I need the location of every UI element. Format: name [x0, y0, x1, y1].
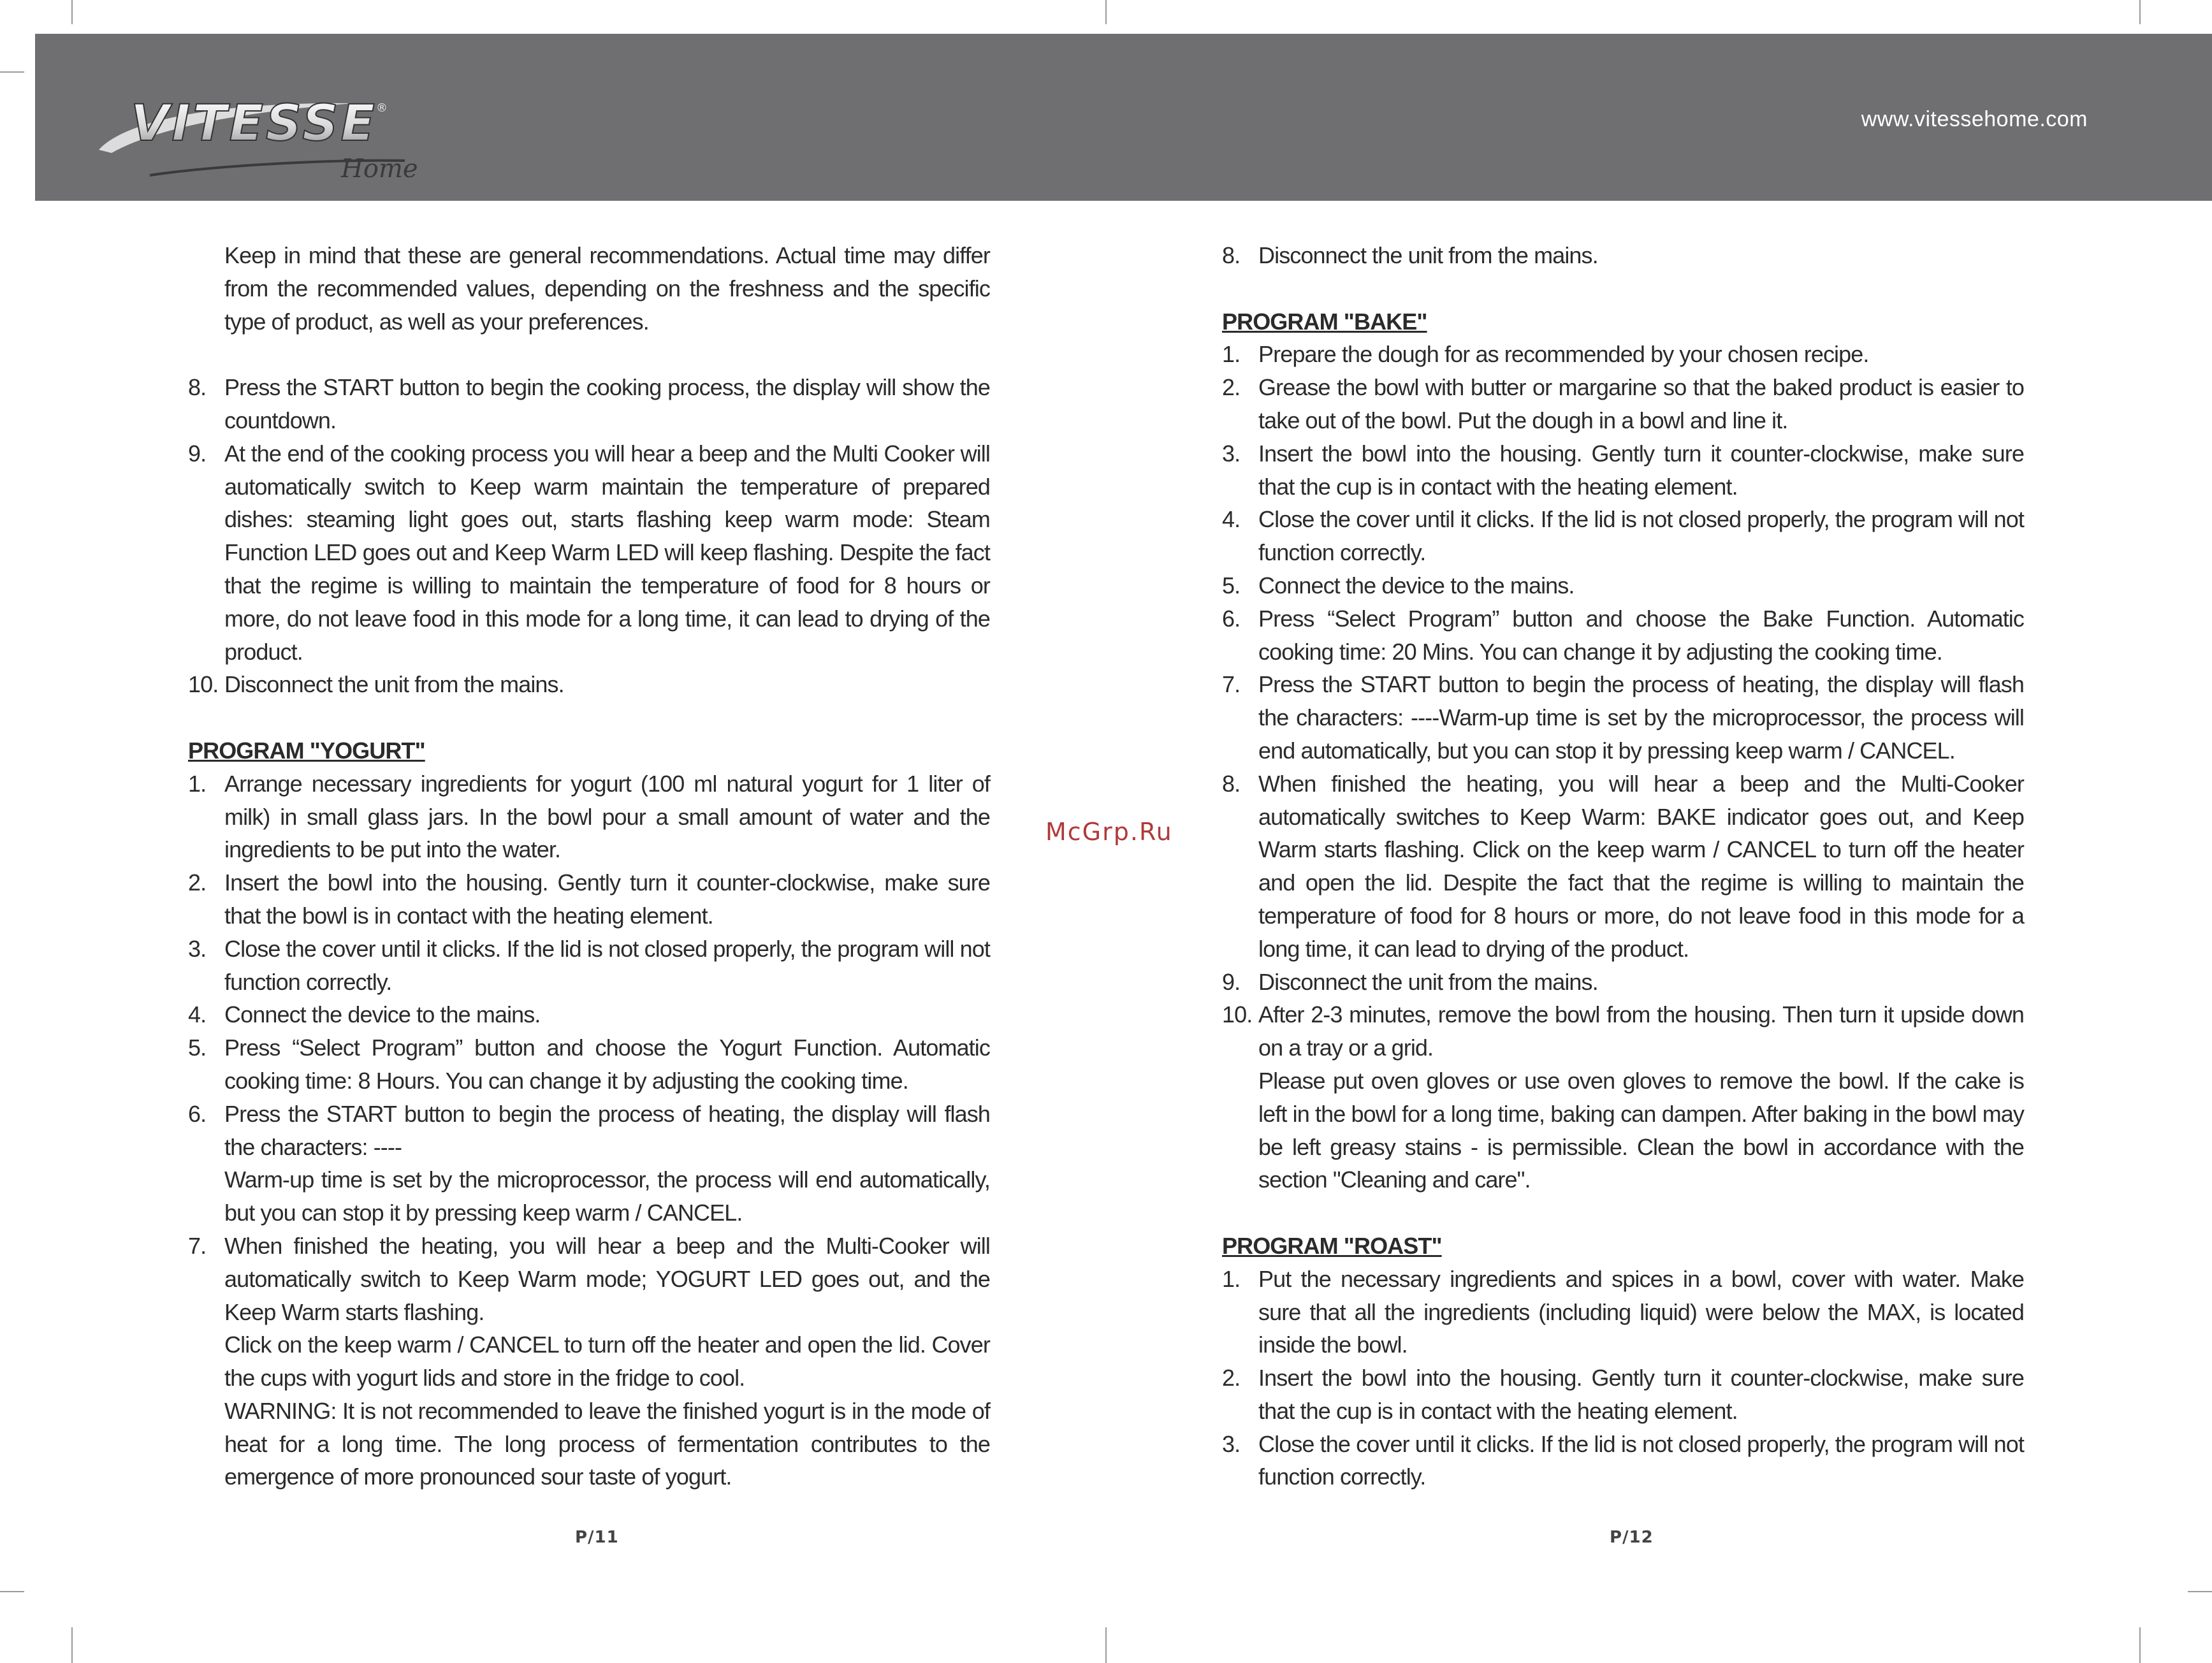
item-text: Disconnect the unit from the mains. [1258, 242, 1598, 268]
list-item [188, 437, 990, 669]
section-heading-roast: PROGRAM "ROAST" [1222, 1232, 1442, 1259]
crop-mark [2139, 0, 2141, 24]
list-item [188, 998, 990, 1031]
item-text: Press “Select Program” button and choose the Yogurt Function. Automatic cooking time: 8 Hours. You can change it by adjusting the cooking time. [224, 1035, 990, 1094]
list-item [188, 866, 990, 933]
item-number: 9. [1222, 968, 1241, 995]
list-item [1222, 998, 2024, 1064]
list-item [188, 933, 990, 999]
left-page-content [188, 239, 990, 1493]
list-item [1222, 1428, 2024, 1494]
item-number: 9. [188, 440, 207, 467]
item-text: Press the START button to begin the cooking process, the display will show the countdown. [224, 374, 990, 433]
list-item [188, 1031, 990, 1098]
item-text: Arrange necessary ingredients for yogurt (100 ml natural yogurt for 1 liter of milk) in small glass jars. In the bowl pour a small amount of water and the ingredients to be put into the water. [224, 770, 990, 863]
item-number: 4. [1222, 506, 1241, 533]
section-heading-yogurt: PROGRAM "YOGURT" [188, 737, 425, 764]
list-item [1222, 371, 2024, 437]
item-number: 10. [1222, 1001, 1253, 1028]
item-number: 7. [1222, 671, 1241, 698]
website-url: www.vitessehome.com [1861, 107, 2088, 131]
item-continuation: Please put oven gloves or use oven gloves to remove the bowl. If the cake is left in the bowl for a long time, baking can dampen. After baking in the bowl may be left greasy stains - is permissible. Clean the bowl in accordance with the section "Cleaning and care". [1258, 1067, 2024, 1193]
list-item [1222, 668, 2024, 767]
crop-mark [1105, 0, 1107, 24]
item-text: Press the START button to begin the process of heating, the display will flash the characters: ----Warm-up time is set by the microprocessor, the process will end automatically, but you can stop it by pressing keep warm / CANCEL. [1258, 671, 2024, 764]
item-text: Insert the bowl into the housing. Gently turn it counter-clockwise, make sure that the cup is in contact with the heating element. [1258, 440, 2024, 500]
item-text: Disconnect the unit from the mains. [1258, 968, 1598, 995]
item-number: 1. [1222, 1265, 1241, 1292]
svg-text:®: ® [376, 101, 388, 115]
item-text: Close the cover until it clicks. If the lid is not closed properly, the program will not function correctly. [224, 935, 990, 995]
item-text: Press “Select Program” button and choose the Bake Function. Automatic cooking time: 20 Mins. You can change it by adjusting the cooking time. [1258, 605, 2024, 665]
item-number: 5. [188, 1035, 207, 1061]
item-text: At the end of the cooking process you will hear a beep and the Multi Cooker will automatically switch to Keep warm maintain the temperature of prepared dishes: steaming light goes out, starts flashing keep warm mode: Steam Function LED goes out and Keep Warm LED will keep flashing. Despite the fact that the regime is willing to maintain the temperature of food for 8 hours or more, do not leave food in this mode for a long time, it can lead to drying of the product. [224, 440, 990, 665]
crop-mark [1105, 1627, 1107, 1663]
item-number: 8. [1222, 242, 1241, 268]
item-text: Connect the device to the mains. [224, 1001, 541, 1028]
crop-mark [2139, 1627, 2141, 1663]
page-number-right: P/12 [1610, 1528, 1654, 1547]
item-text: Connect the device to the mains. [1258, 572, 1575, 599]
vitesse-logo [86, 64, 443, 191]
page-number-left: P/11 [575, 1528, 619, 1547]
list-item [1222, 602, 2024, 669]
item-number: 1. [1222, 341, 1241, 368]
list-item [1222, 437, 2024, 504]
crop-mark [71, 1627, 73, 1663]
item-text: Prepare the dough for as recommended by your chosen recipe. [1258, 341, 1869, 368]
list-item [188, 371, 990, 437]
item-number: 8. [1222, 770, 1241, 797]
list-item [1222, 966, 2024, 999]
item-number: 6. [188, 1100, 207, 1127]
section-heading-bake: PROGRAM "BAKE" [1222, 308, 1427, 335]
watermark-text: McGrp.Ru [1045, 818, 1173, 846]
item-number: 4. [188, 1001, 207, 1028]
crop-mark [0, 71, 24, 73]
list-item [188, 668, 990, 701]
item-text: Close the cover until it clicks. If the lid is not closed properly, the program will not function correctly. [1258, 506, 2024, 566]
item-text: When finished the heating, you will hear a beep and the Multi-Cooker automatically switches to Keep Warm: BAKE indicator goes out, and Keep Warm starts flashing. Click on the keep warm / CANCEL to turn off the heater and open the lid. Despite the fact that the regime is willing to maintain the temperature of food for 8 hours or more, do not leave food in this mode for a long time, it can lead to drying of the product. [1258, 770, 2024, 962]
item-number: 5. [1222, 572, 1241, 599]
list-item [1222, 767, 2024, 966]
item-text: Insert the bowl into the housing. Gently turn it counter-clockwise, make sure that the cup is in contact with the heating element. [1258, 1365, 2024, 1424]
item-text: Insert the bowl into the housing. Gently turn it counter-clockwise, make sure that the bowl is in contact with the heating element. [224, 869, 990, 929]
crop-mark [0, 1591, 24, 1592]
item-number: 2. [188, 869, 207, 896]
logo-subtext: Home [341, 154, 418, 184]
item-number: 8. [188, 374, 207, 401]
list-item [1222, 503, 2024, 569]
item-number: 6. [1222, 605, 1241, 632]
crop-mark [71, 0, 73, 24]
list-item [1222, 239, 2024, 272]
item-text: Disconnect the unit from the mains. [224, 671, 564, 698]
item-text: Put the necessary ingredients and spices in a bowl, cover with water. Make sure that all the ingredients (including liquid) were below the MAX, is located inside the bowl. [1258, 1265, 2024, 1358]
item-text: After 2-3 minutes, remove the bowl from the housing. Then turn it upside down on a tray or a grid. [1258, 1001, 2024, 1061]
item-number: 3. [1222, 1430, 1241, 1457]
item-number: 10. [188, 671, 219, 698]
list-item [188, 1230, 990, 1328]
item-number: 2. [1222, 1365, 1241, 1391]
item-number: 7. [188, 1232, 207, 1259]
crop-mark [2188, 1591, 2212, 1592]
item-text: Grease the bowl with butter or margarine so that the baked product is easier to take out of the bowl. Put the dough in a bowl and line it. [1258, 374, 2024, 433]
item-text: When finished the heating, you will hear a beep and the Multi-Cooker will automatically switch to Keep Warm mode; YOGURT LED goes out, and the Keep Warm starts flashing. [224, 1232, 990, 1325]
right-page-content [1222, 239, 2024, 1493]
item-number: 1. [188, 770, 207, 797]
logo-wordmark: VITESSE [131, 95, 377, 152]
list-item [1222, 1362, 2024, 1428]
item-number: 3. [188, 935, 207, 962]
list-item [188, 1098, 990, 1164]
warning-text: WARNING: It is not recommended to leave the finished yogurt is in the mode of heat for a long time. The long process of fermentation contributes to the emergence of more pronounced sour taste of yogurt. [224, 1397, 990, 1490]
list-item [1222, 1263, 2024, 1362]
item-text: Close the cover until it clicks. If the lid is not closed properly, the program will not function correctly. [1258, 1430, 2024, 1490]
item-number: 3. [1222, 440, 1241, 467]
item-continuation: Click on the keep warm / CANCEL to turn off the heater and open the lid. Cover the cups with yogurt lids and store in the fridge to cool. [224, 1332, 990, 1391]
item-number: 2. [1222, 374, 1241, 401]
list-item [188, 767, 990, 866]
intro-paragraph: Keep in mind that these are general recommendations. Actual time may differ from the recommended values, depending on the freshness and the specific type of product, as well as your preferences. [224, 242, 990, 335]
list-item [1222, 569, 2024, 602]
item-continuation: Warm-up time is set by the microprocessor, the process will end automatically, but you can stop it by pressing keep warm / CANCEL. [224, 1166, 990, 1226]
item-text: Press the START button to begin the process of heating, the display will flash the characters: ---- [224, 1100, 990, 1160]
list-item [1222, 338, 2024, 371]
